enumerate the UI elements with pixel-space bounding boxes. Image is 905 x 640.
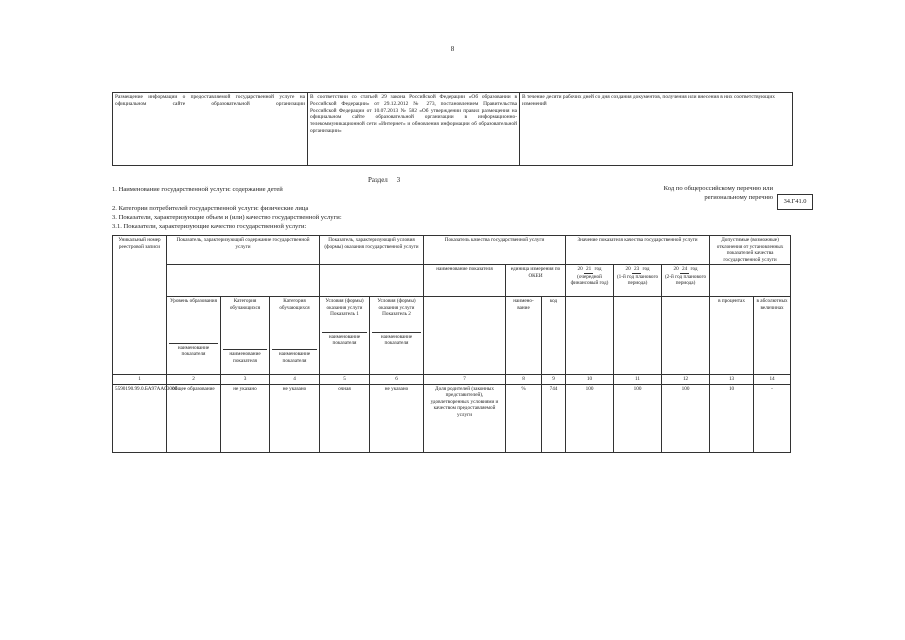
cell-deviation-absolute: - [754, 384, 791, 452]
registry-code-label: Код по общероссийскому перечню или региональному перечню [663, 185, 773, 201]
subheader-condition-1 [320, 297, 370, 375]
cell-registry-id: 5590190.99.0.БА97АА03000 [113, 384, 167, 452]
cell-value-year-2: 100 [614, 384, 662, 452]
student-category-1-label: Категория обучающихся [229, 298, 261, 311]
cell-category-2: не указано [270, 384, 320, 452]
cell-deviation-percent: 10 [710, 384, 754, 452]
header-year-3 [662, 265, 710, 297]
indicator-name-caption-1: наименование показателя [169, 343, 218, 358]
quality-indicators-line: 3.1. Показатели, характеризующие качество государственной услуги: [112, 223, 307, 230]
section-heading [368, 176, 400, 184]
info-content-cell: В соответствии со статьей 29 закона Российской Федерации «Об образовании в Российской Федерации» от 29.12.2012 № 273, постановлением Правительства Российской Федерации от 10.07.2013 № 582 «Об утверждении правил размещения на официальном сайте образовательной организации в информационно-телекоммуникационной сети «Интернет» и обновления информации об образовательной организации» [308, 93, 520, 166]
indicator-name-caption-2: наименование показателя [223, 349, 267, 364]
table-row [113, 384, 791, 452]
col-num: 6 [370, 375, 424, 385]
header-conditions-indicator: Показатель, характеризующий условия (формы) оказания государственной услуги [320, 236, 424, 265]
year-2-word: год [642, 266, 650, 272]
indicators-line: 3. Показатели, характеризующие объем и (или) качество государственной услуги: [112, 214, 342, 221]
header-unique-number: Уникальный номер реестровой записи [113, 236, 167, 375]
year-2-prefix: 20 [625, 266, 631, 272]
col-num: 4 [270, 375, 320, 385]
cell-education-level: общее образование [167, 384, 221, 452]
cell-indicator-name: Доля родителей (законных представителей), удовлетворенных условиями и качеством предоставляемой услуги [424, 384, 506, 452]
col-num: 5 [320, 375, 370, 385]
condition-2-label: Условия (формы) оказания услуги Показатель 2 [377, 298, 416, 317]
subheader-student-category-1 [221, 297, 270, 375]
header-year-2 [614, 265, 662, 297]
subheader-unit-name: наимено-вание [506, 297, 542, 375]
year-3-prefix: 20 [673, 266, 679, 272]
cell-value-year-3: 100 [662, 384, 710, 452]
header-deviation: Допустимые (возможные) отклонения от установленных показателей качества государственной услуги [710, 236, 791, 265]
col-num: 8 [506, 375, 542, 385]
condition-1-label: Условия (формы) оказания услуги Показатель 1 [325, 298, 364, 317]
info-method-cell: Размещение информации о предоставляемой государственной услуге на официальном сайте образовательной организации [113, 93, 308, 166]
cell-category-1: не указано [221, 384, 270, 452]
education-level-label: Уровень образования [170, 298, 217, 304]
student-category-2-label: Категория обучающихся [279, 298, 310, 311]
col-num: 1 [113, 375, 167, 385]
cell-unit-code: 744 [542, 384, 566, 452]
cell-unit: % [506, 384, 542, 452]
section-title: Раздел [368, 176, 388, 184]
col-num: 12 [662, 375, 710, 385]
year-3-word: год [690, 266, 698, 272]
header-indicator-values: Значение показателя качества государственной услуги [566, 236, 710, 265]
info-frequency-cell: В течение десяти рабочих дней со дня создания документов, получения или внесения в них соответствующих изменений [520, 93, 793, 166]
subheader-unit-code: код [542, 297, 566, 375]
page-number: 8 [450, 45, 455, 53]
year-1-word: год [594, 266, 602, 272]
year-2-subtitle: (1-й год планового периода) [616, 273, 659, 286]
subheader-student-category-2 [270, 297, 320, 375]
year-1-prefix: 20 [577, 266, 583, 272]
col-num: 9 [542, 375, 566, 385]
header-unit: единица измерения по ОКЕИ [506, 265, 566, 297]
subheader-education-level [167, 297, 221, 375]
col-num: 14 [754, 375, 791, 385]
year-2-number: 23 [633, 266, 640, 272]
year-1-subtitle: (очередной финансовый год) [570, 273, 609, 286]
indicator-name-caption-3: наименование показателя [272, 349, 317, 364]
header-year-1 [566, 265, 614, 297]
subheader-condition-2 [370, 297, 424, 375]
col-num: 13 [710, 375, 754, 385]
year-1-number: 21 [585, 266, 592, 272]
indicator-name-caption-5: наименование показателя [372, 332, 421, 347]
cell-value-year-1: 100 [566, 384, 614, 452]
quality-indicators-table [112, 235, 791, 453]
registry-code-box: 34.Г41.0 [777, 194, 813, 210]
header-content-indicator: Показатель, характеризующий содержание государственной услуги [167, 236, 320, 265]
service-name-line: 1. Наименование государственной услуги: содержание детей [112, 186, 283, 193]
info-placement-table [112, 92, 793, 166]
column-number-row [113, 375, 791, 385]
header-quality-indicator: Показатель качества государственной услуги [424, 236, 566, 265]
section-number: 3 [396, 176, 401, 184]
col-num: 10 [566, 375, 614, 385]
indicator-name-caption-4: наименование показателя [322, 332, 367, 347]
cell-form-2: не указано [370, 384, 424, 452]
col-num: 7 [424, 375, 506, 385]
col-num: 2 [167, 375, 221, 385]
consumer-category-line: 2. Категории потребителей государственной услуги: физические лица [112, 205, 309, 212]
subheader-deviation-absolute: в абсолютных величинах [754, 297, 791, 375]
year-3-subtitle: (2-й год планового периода) [664, 273, 707, 286]
year-3-number: 24 [681, 266, 688, 272]
col-num: 3 [221, 375, 270, 385]
cell-form-1: очная [320, 384, 370, 452]
header-indicator-name: наименование показателя [424, 265, 506, 297]
col-num: 11 [614, 375, 662, 385]
subheader-deviation-percent: в процентах [710, 297, 754, 375]
